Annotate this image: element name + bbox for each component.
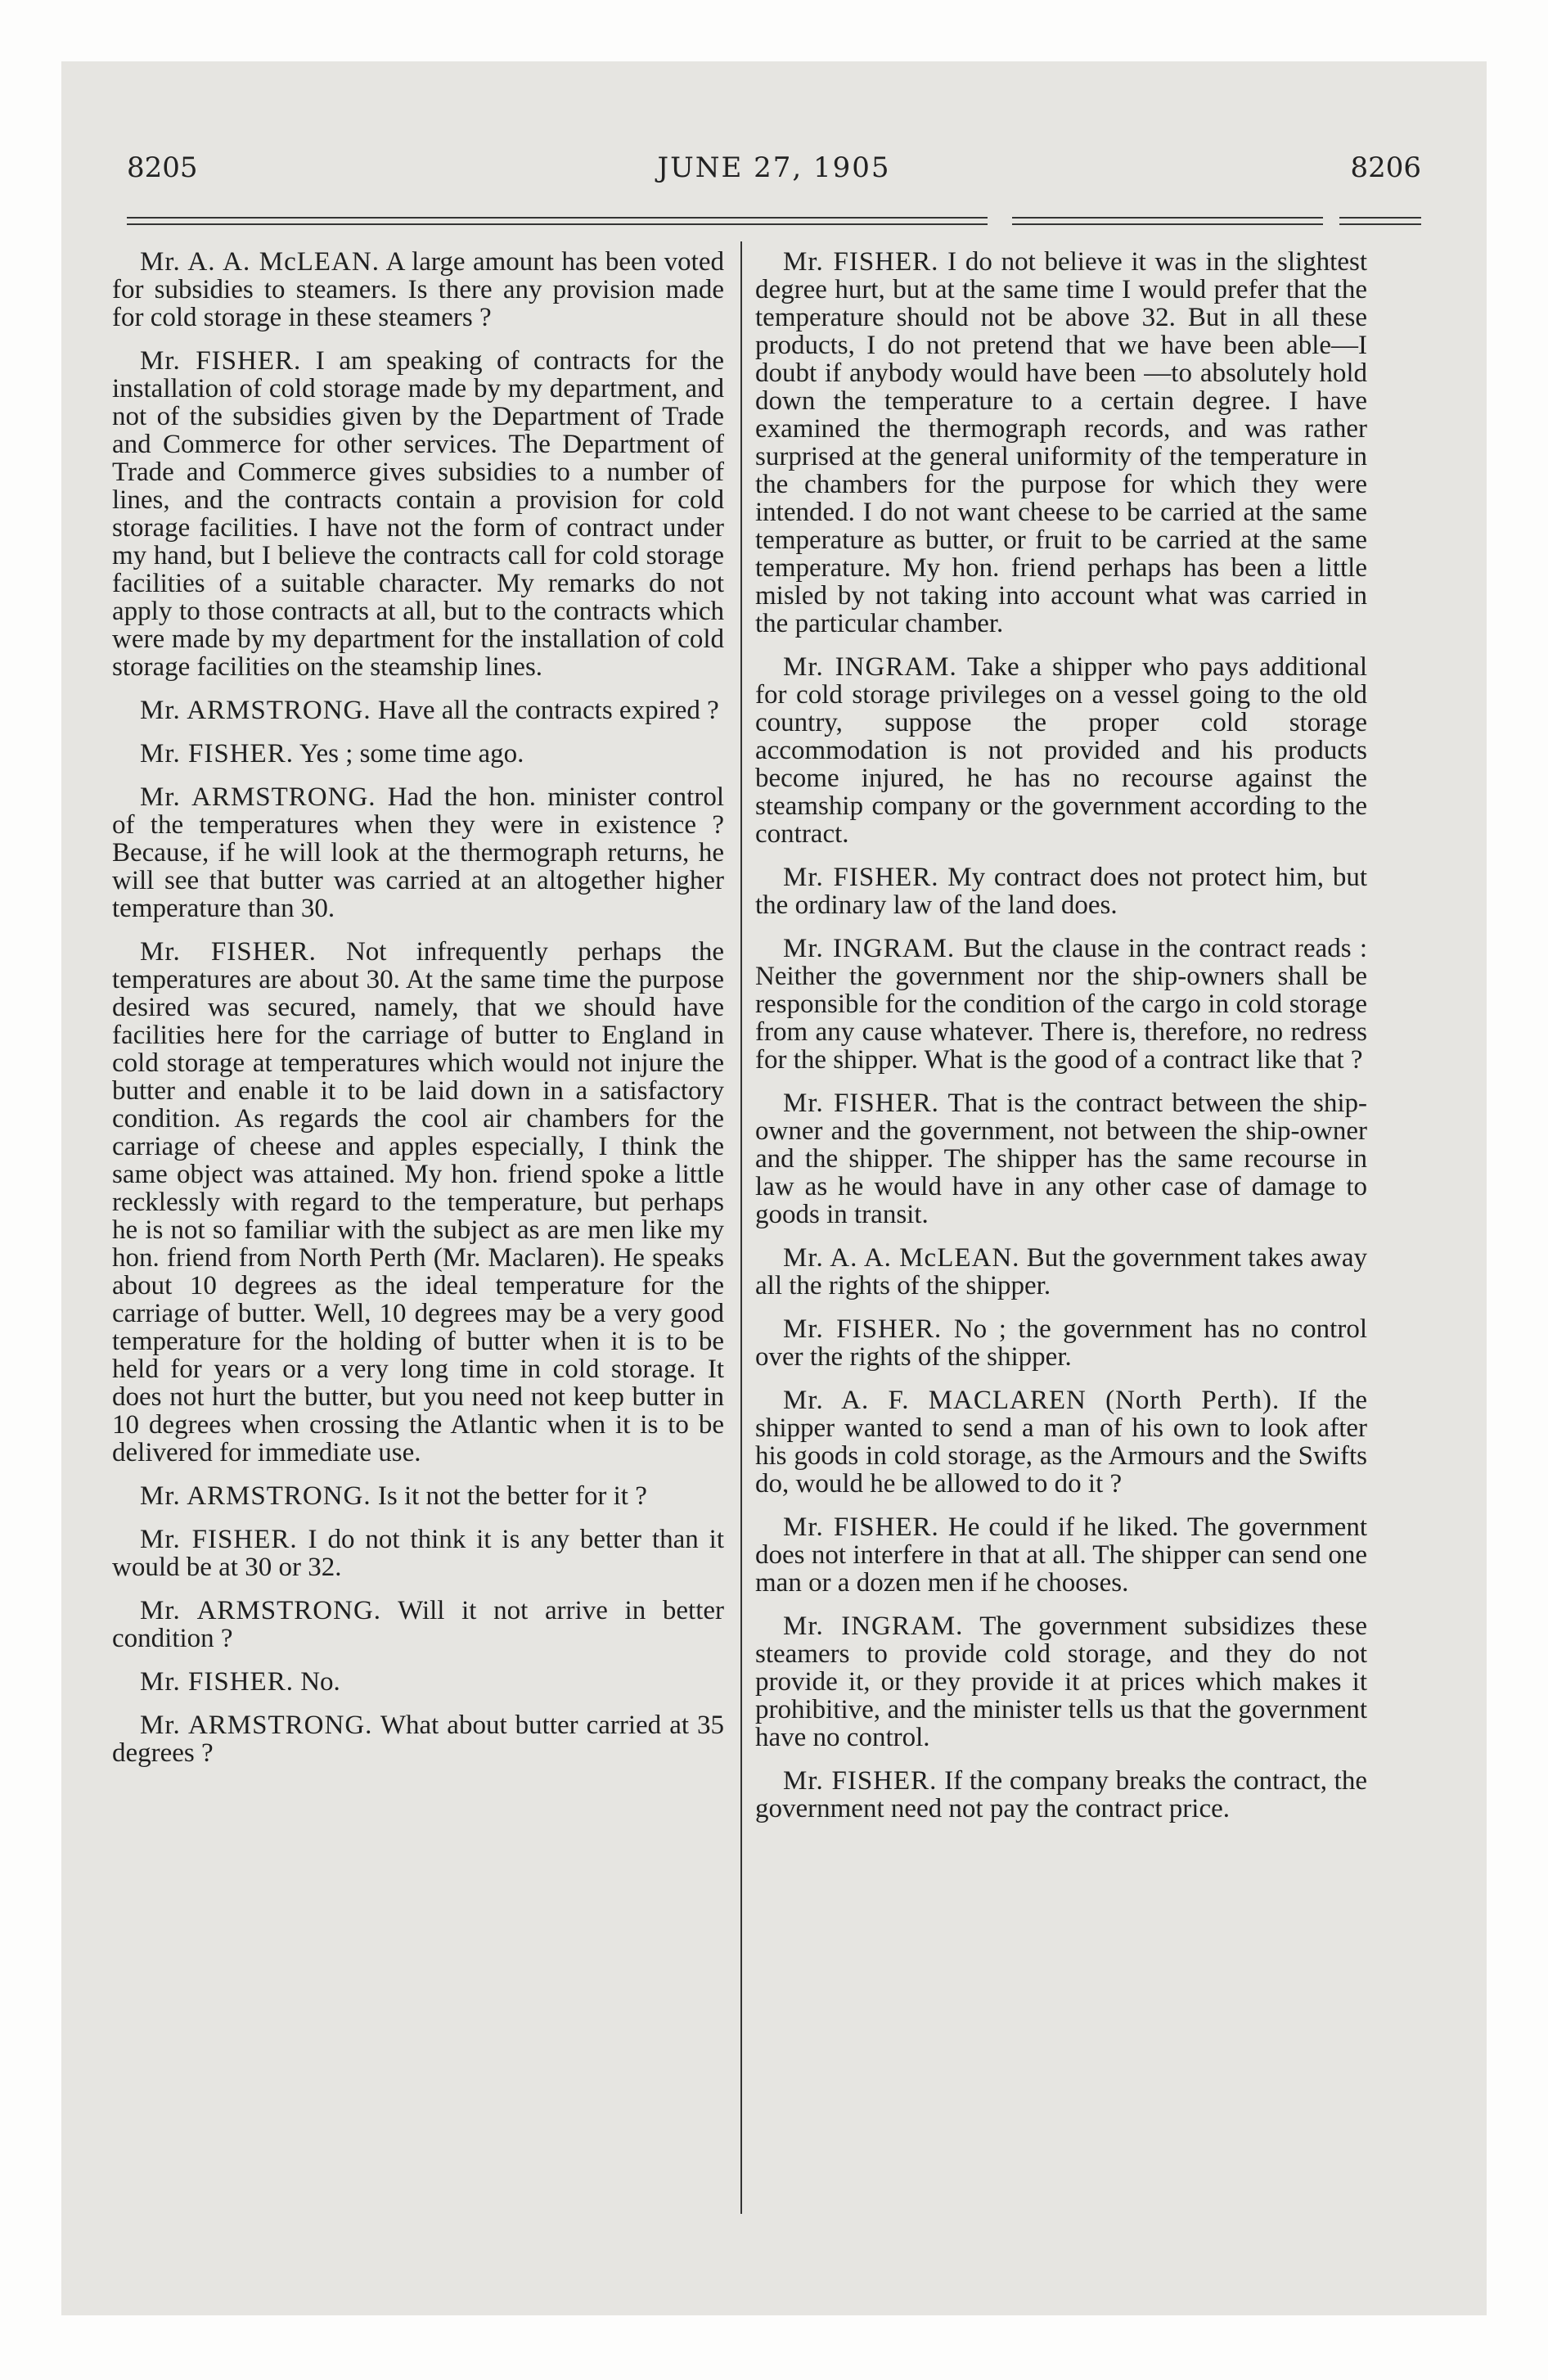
- speaker-name: Mr. FISHER.: [783, 1314, 943, 1344]
- speech-text: Will it not arrive in better condition ?: [112, 1596, 725, 1653]
- speaker-name: Mr. A. A. McLEAN.: [783, 1243, 1020, 1273]
- speech-text: Take a shipper who pays additional for cold storage privileges on a vessel going to the old country, suppose the proper cold storage accommodation is not provided and his products become injured, he has no recourse against the steamship company or the government according to the contract.: [755, 652, 1368, 849]
- right-column: [755, 248, 1367, 1838]
- speaker-name: Mr. A. A. McLEAN.: [140, 247, 380, 277]
- speaker-name: Mr. FISHER.: [783, 1766, 938, 1796]
- speech-paragraph: [755, 248, 1367, 638]
- speech-text: Not infrequently perhaps the temperatures are about 30. At the same time the purpose desired was secured, namely, that we should have facilities here for the carriage of butter to England in cold storage at temperatures which would not injure the butter and enable it to be laid down in a satisfactory condition. As regards the cool air chambers for the carriage of cheese and apples especially, I think the same object was attained. My hon. friend spoke a little recklessly with regard to the temperature, but perhaps he is not so familiar with the subject as are men like my hon. friend from North Perth (Mr. Maclaren). He speaks about 10 degrees as the ideal temperature for the carriage of butter. Well, 10 degrees may be a very good temperature for the holding of butter when it is to be held for years or a very long time in cold storage. It does not hurt the butter, but you need not keep butter in 10 degrees when crossing the Atlantic when it is to be delivered for immediate use.: [112, 937, 725, 1467]
- speech-paragraph: [755, 1244, 1367, 1300]
- speaker-name: Mr. FISHER.: [783, 247, 939, 277]
- speaker-name: Mr. FISHER.: [783, 863, 939, 892]
- speech-paragraph: [755, 1089, 1367, 1228]
- speech-paragraph: [112, 347, 724, 681]
- speech-text: No.: [300, 1667, 340, 1697]
- speech-paragraph: [755, 1513, 1367, 1597]
- speech-paragraph: [112, 783, 724, 922]
- speech-paragraph: [112, 1526, 724, 1581]
- speaker-name: Mr. ARMSTRONG.: [140, 1596, 382, 1625]
- column-divider: [740, 241, 742, 2214]
- page-number-left: 8205: [127, 151, 198, 184]
- speech-text: Had the hon. minister control of the temperatures when they were in existence ? Because, if he will look at the thermograph returns, he will see that butter was carried at an altogether higher temperature than 30.: [112, 782, 724, 923]
- speech-paragraph: [755, 1612, 1367, 1751]
- header-date: JUNE 27, 1905: [657, 151, 891, 184]
- speech-text: The government subsidizes these steamers to provide cold storage, and they do not provide it, or they provide it at prices which makes it prohibitive, and the minister tells us that the government have no control.: [755, 1611, 1367, 1752]
- speech-text: No ; the government has no control over the rights of the shipper.: [755, 1314, 1367, 1372]
- speaker-name: Mr. FISHER.: [140, 739, 294, 769]
- speech-text: My contract does not protect him, but the ordinary law of the land does.: [755, 863, 1367, 920]
- speech-text: But the clause in the contract reads : Neither the government nor the ship-owners shall be responsible for the condition of the cargo in cold storage from any cause whatever. There is, therefore, no redress for the shipper. What is the good of a contract like that ?: [755, 934, 1367, 1075]
- speech-text: If the company breaks the contract, the government need not pay the contract price.: [755, 1766, 1367, 1823]
- speech-text: What about butter carried at 35 degrees ?: [112, 1711, 725, 1768]
- speech-paragraph: [755, 1315, 1367, 1371]
- speech-text: If the shipper wanted to send a man of his own to look after his goods in cold storage, as the Armours and the Swifts do, would he be allowed to do it ?: [755, 1386, 1368, 1499]
- speech-text: I do not think it is any better than it would be at 30 or 32.: [112, 1525, 725, 1582]
- speaker-name: Mr. FISHER.: [140, 937, 317, 967]
- speech-text: That is the contract between the ship-owner and the government, not between the ship-owner and the shipper. The shipper has the same recourse in law as he would have in any other case of damage to goods in transit.: [755, 1089, 1367, 1229]
- page-number-right: 8206: [1350, 151, 1421, 184]
- speech-text: But the government takes away all the rights of the shipper.: [755, 1243, 1368, 1300]
- speech-paragraph: [112, 1711, 724, 1767]
- speech-text: He could if he liked. The government does not interfere in that at all. The shipper can send one man or a dozen men if he chooses.: [755, 1512, 1367, 1598]
- speaker-name: Mr. ARMSTRONG.: [140, 1481, 371, 1511]
- page-header: [127, 151, 1421, 201]
- header-rule: [127, 217, 1421, 228]
- speaker-name: Mr. A. F. MACLAREN (North Perth).: [783, 1386, 1280, 1415]
- speaker-name: Mr. ARMSTRONG.: [140, 1711, 373, 1740]
- speaker-name: Mr. FISHER.: [783, 1089, 939, 1118]
- speech-paragraph: [112, 696, 724, 724]
- speaker-name: Mr. ARMSTRONG.: [140, 696, 371, 725]
- speaker-name: Mr. FISHER.: [783, 1512, 939, 1542]
- speaker-name: Mr. INGRAM.: [783, 934, 956, 963]
- speech-paragraph: [112, 938, 724, 1467]
- speech-paragraph: [112, 1597, 724, 1652]
- speaker-name: Mr. FISHER.: [140, 1525, 298, 1554]
- left-column: [112, 248, 724, 1783]
- speaker-name: Mr. FISHER.: [140, 1667, 294, 1697]
- speech-text: A large amount has been voted for subsidies to steamers. Is there any provision made for cold storage in these steamers ?: [112, 247, 724, 332]
- speech-text: Yes ; some time ago.: [299, 739, 524, 769]
- speech-text: Is it not the better for it ?: [377, 1481, 647, 1511]
- speech-paragraph: [112, 1482, 724, 1510]
- speech-paragraph: [755, 935, 1367, 1074]
- speech-paragraph: [755, 1767, 1367, 1823]
- speech-text: Have all the contracts expired ?: [377, 696, 719, 725]
- speaker-name: Mr. INGRAM.: [783, 652, 957, 682]
- speech-paragraph: [755, 653, 1367, 848]
- speech-paragraph: [112, 1668, 724, 1696]
- speech-text: I do not believe it was in the slightest degree hurt, but at the same time I would prefer that the temperature should not be above 32. But in all these products, I do not pretend that we have been able—I doubt if anybody would have been —to absolutely hold down the temperature to a certain degree. I have examined the thermograph records, and was rather surprised at the general uniformity of the temperature in the chambers for the purpose for which they were intended. I do not want cheese to be carried at the same temperature as butter, or fruit to be carried at the same temperature. My hon. friend perhaps has been a little misled by not taking into account what was carried in the particular chamber.: [755, 247, 1367, 638]
- speaker-name: Mr. INGRAM.: [783, 1611, 964, 1641]
- speech-paragraph: [755, 1386, 1367, 1498]
- scanned-page: [61, 61, 1487, 2315]
- speech-paragraph: [112, 248, 724, 331]
- speaker-name: Mr. FISHER.: [140, 346, 302, 376]
- speech-paragraph: [112, 740, 724, 768]
- speech-text: I am speaking of contracts for the installation of cold storage made by my department, and not of the subsidies given by the Department of Trade and Commerce for other services. The Department of Trade and Commerce gives subsidies to a number of lines, and the contracts contain a provision for cold storage facilities. I have not the form of contract under my hand, but I believe the contracts call for cold storage facilities of a suitable character. My remarks do not apply to those contracts at all, but to the contracts which were made by my department for the installation of cold storage facilities on the steamship lines.: [112, 346, 724, 682]
- speaker-name: Mr. ARMSTRONG.: [140, 782, 376, 812]
- speech-paragraph: [755, 863, 1367, 919]
